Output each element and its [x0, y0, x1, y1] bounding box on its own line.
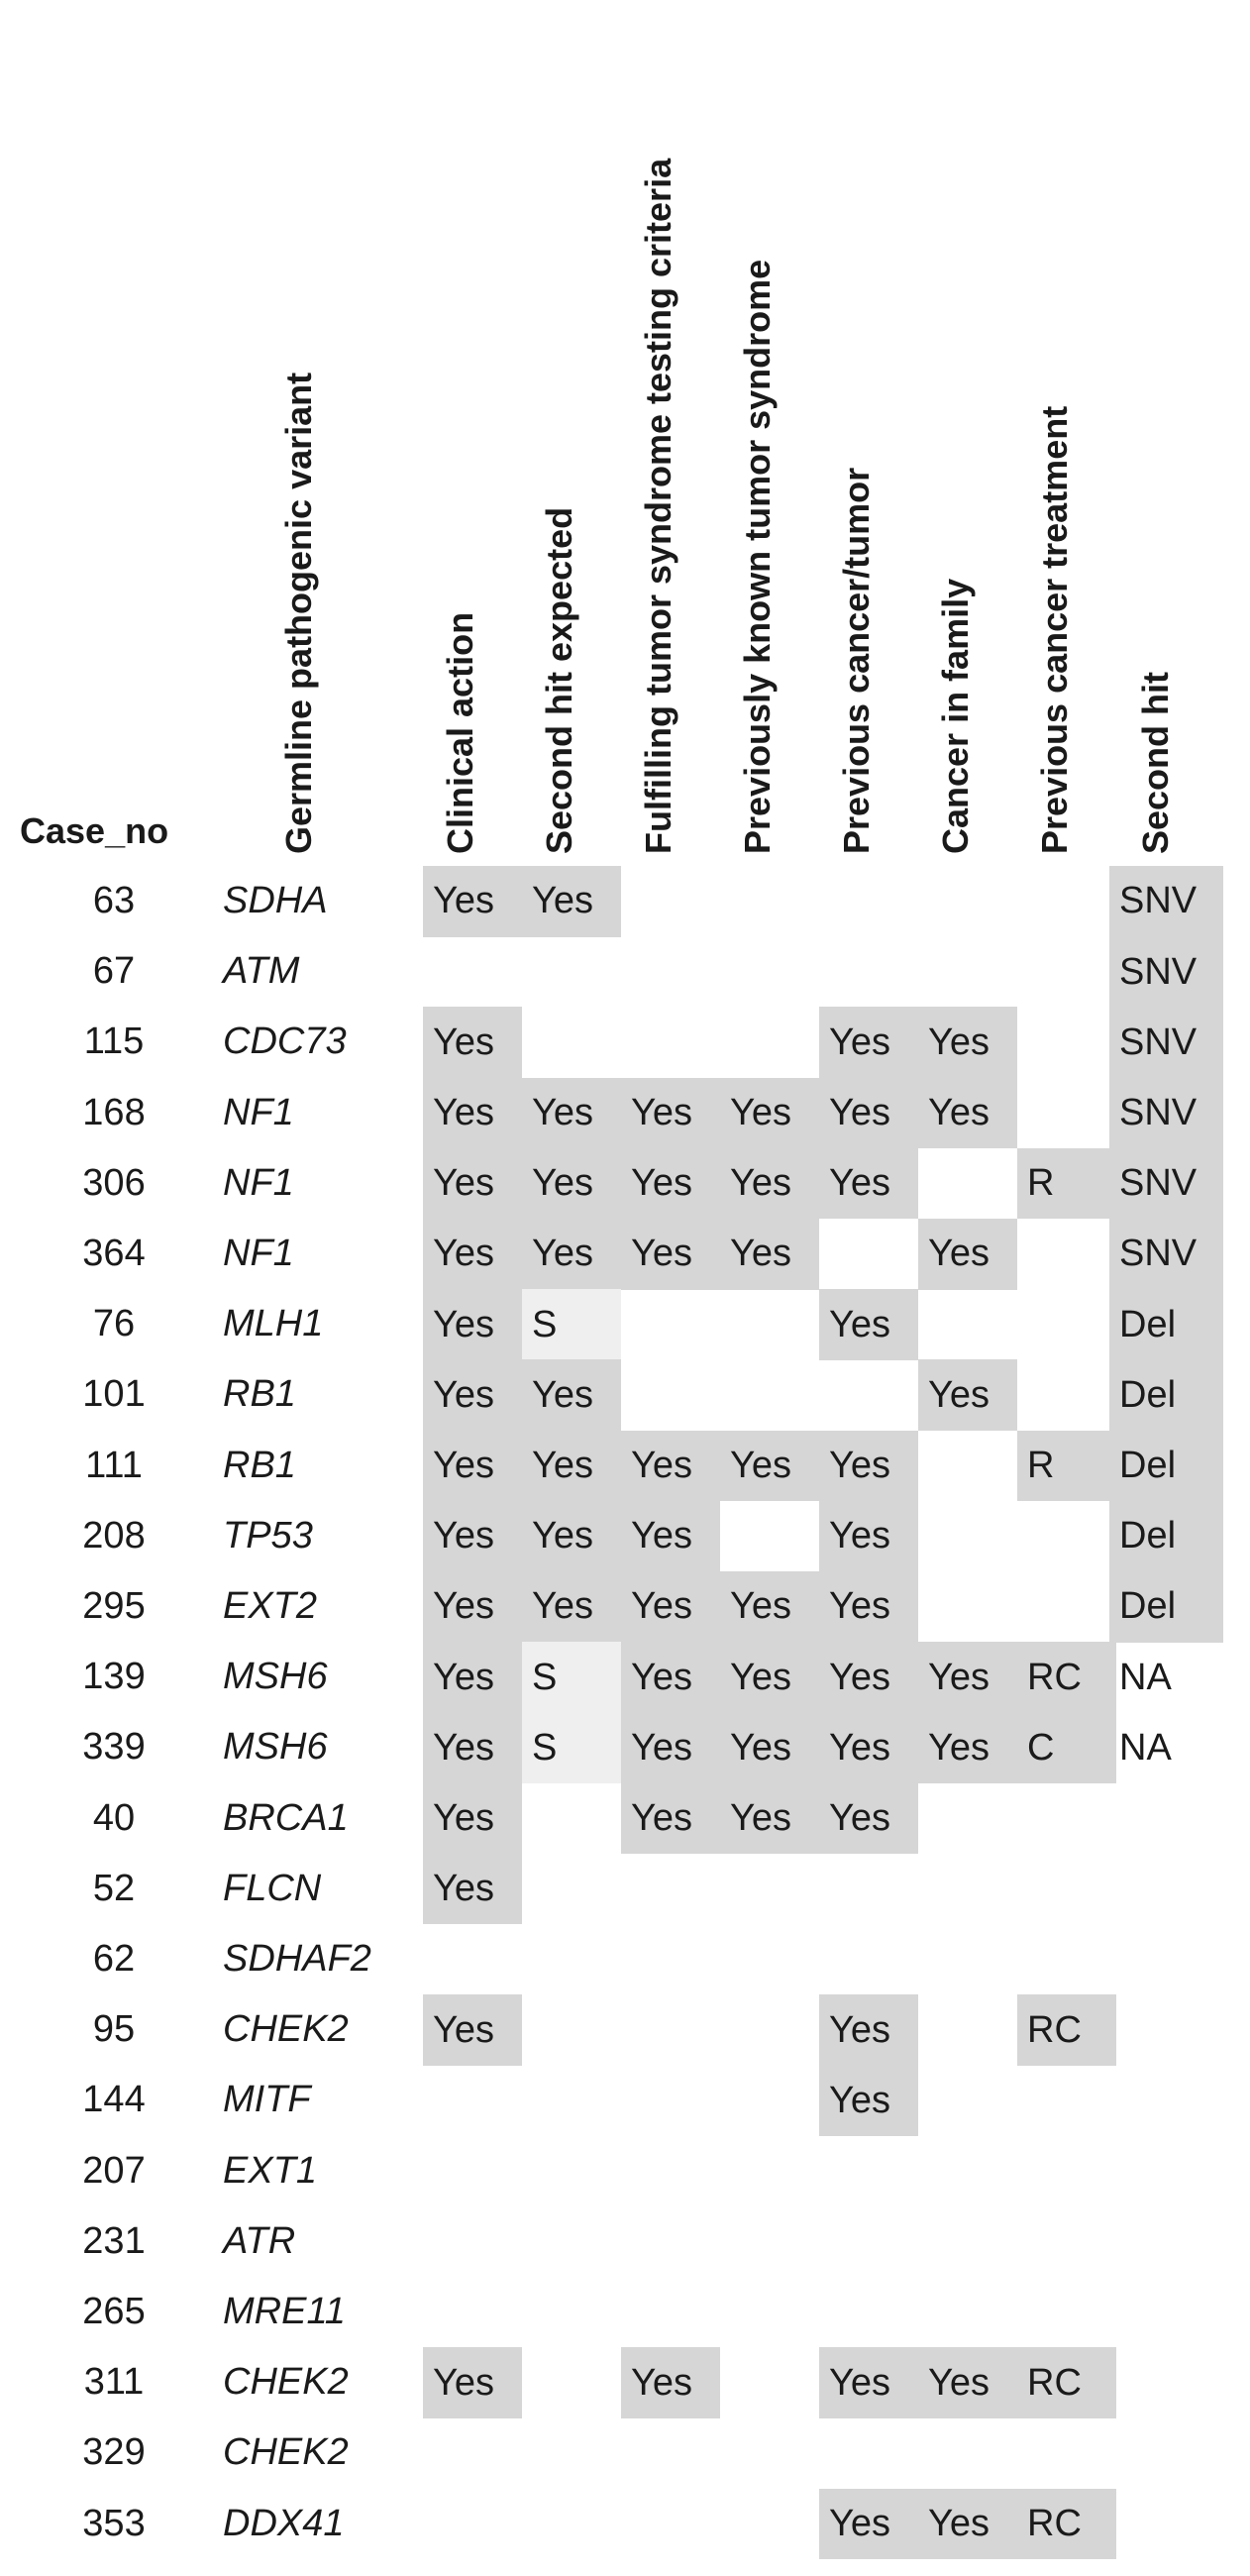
value-cell [819, 1854, 918, 1925]
value-cell [522, 2206, 621, 2278]
value-cell: Yes [819, 1642, 918, 1713]
value-cell [423, 2489, 522, 2560]
column-header: Previous cancer treatment [1034, 405, 1075, 854]
value-cell: SNV [1109, 866, 1223, 937]
case-number-cell: 329 [82, 2431, 146, 2474]
gene-cell: BRCA1 [223, 1796, 349, 1839]
value-cell: Yes [819, 1007, 918, 1078]
value-cell: Yes [918, 2489, 1017, 2560]
gene-cell: RB1 [223, 1444, 296, 1486]
case-number-cell: 111 [85, 1444, 143, 1486]
value-cell: Yes [918, 1642, 1017, 1713]
column-header: Fulfilling tumor syndrome testing criteria [638, 158, 678, 854]
value-cell: Yes [918, 1712, 1017, 1783]
value-cell [720, 2347, 819, 2418]
value-cell: S [522, 1642, 621, 1713]
value-cell [423, 2417, 522, 2489]
gene-cell: MSH6 [223, 1726, 328, 1769]
case-number-cell: 115 [83, 1020, 145, 1063]
gene-cell: CHEK2 [223, 2361, 349, 2404]
value-cell: Yes [621, 1431, 720, 1502]
value-cell: Yes [819, 1431, 918, 1502]
value-cell: Yes [720, 1148, 819, 1220]
value-cell: Yes [423, 1431, 522, 1502]
value-cell: Yes [522, 1571, 621, 1643]
column-header: Cancer in family [935, 578, 976, 854]
gene-cell: SDHAF2 [223, 1938, 371, 1981]
column-header: Clinical action [440, 611, 480, 854]
value-cell: Yes [621, 1712, 720, 1783]
column-header: Second hit expected [539, 506, 579, 854]
value-cell [1109, 2206, 1223, 2278]
value-cell [819, 2206, 918, 2278]
value-cell [1017, 936, 1116, 1008]
value-cell: Yes [621, 1783, 720, 1855]
gene-cell: ATM [223, 950, 300, 993]
value-cell [1017, 1783, 1116, 1855]
value-cell [522, 2417, 621, 2489]
value-cell [1017, 1359, 1116, 1431]
case-number-cell: 95 [92, 2008, 136, 2051]
value-cell: SNV [1109, 1007, 1223, 1078]
value-cell [621, 1007, 720, 1078]
value-cell: R [1017, 1148, 1116, 1220]
value-cell [1109, 2136, 1223, 2207]
gene-cell: CHEK2 [223, 2008, 349, 2051]
value-cell [720, 1289, 819, 1360]
value-cell [522, 2136, 621, 2207]
value-cell: Yes [423, 1712, 522, 1783]
value-cell: Yes [720, 1431, 819, 1502]
value-cell [1017, 1571, 1116, 1643]
value-cell: RC [1017, 2347, 1116, 2418]
value-cell: Yes [621, 1571, 720, 1643]
value-cell: Yes [720, 1783, 819, 1855]
case-number-cell: 231 [82, 2219, 146, 2262]
value-cell [918, 1924, 1017, 1995]
value-cell [621, 936, 720, 1008]
value-cell: Yes [423, 1501, 522, 1572]
value-cell [918, 1994, 1017, 2066]
value-cell: Yes [423, 1007, 522, 1078]
value-cell: Yes [720, 1078, 819, 1149]
value-cell: C [1017, 1712, 1116, 1783]
case-number-cell: 208 [82, 1514, 146, 1556]
value-cell [720, 1924, 819, 1995]
gene-cell: NF1 [223, 1091, 294, 1133]
gene-cell: EXT1 [223, 2149, 318, 2192]
gene-cell: CHEK2 [223, 2431, 349, 2474]
value-cell [1017, 1007, 1116, 1078]
value-cell: Yes [918, 1078, 1017, 1149]
value-cell [1109, 2489, 1223, 2560]
value-cell [1017, 1289, 1116, 1360]
case-number-cell: 265 [82, 2291, 146, 2333]
value-cell: Yes [819, 1571, 918, 1643]
value-cell [1017, 2136, 1116, 2207]
value-cell: Del [1109, 1289, 1223, 1360]
value-cell: Yes [819, 2065, 918, 2136]
value-cell [819, 866, 918, 937]
value-cell: Yes [819, 1783, 918, 1855]
value-cell: Yes [918, 1219, 1017, 1290]
case-number-cell: 168 [82, 1091, 146, 1133]
value-cell: Del [1109, 1359, 1223, 1431]
value-cell [1017, 1078, 1116, 1149]
value-cell [819, 1219, 918, 1290]
value-cell [1017, 2065, 1116, 2136]
value-cell [1109, 1783, 1223, 1855]
case-number-cell: 63 [92, 880, 136, 922]
value-cell: S [522, 1712, 621, 1783]
value-cell: Yes [621, 1078, 720, 1149]
value-cell: SNV [1109, 1148, 1223, 1220]
value-cell [621, 2206, 720, 2278]
gene-cell: MRE11 [223, 2291, 346, 2333]
value-cell [819, 2417, 918, 2489]
value-cell [621, 2489, 720, 2560]
value-cell [918, 866, 1017, 937]
case-number-cell: 295 [82, 1585, 146, 1628]
value-cell: RC [1017, 1642, 1116, 1713]
value-cell: Yes [423, 1571, 522, 1643]
value-cell [522, 936, 621, 1008]
value-cell [918, 1571, 1017, 1643]
column-header: Second hit [1135, 671, 1176, 854]
gene-cell: CDC73 [223, 1020, 347, 1063]
gene-cell: FLCN [223, 1867, 322, 1909]
value-cell [522, 1007, 621, 1078]
value-cell: SNV [1109, 1078, 1223, 1149]
value-cell: NA [1119, 1656, 1172, 1698]
value-cell [621, 1994, 720, 2066]
value-cell [621, 1854, 720, 1925]
value-cell: Yes [819, 1289, 918, 1360]
value-cell [423, 2065, 522, 2136]
value-cell [621, 2417, 720, 2489]
value-cell: R [1017, 1431, 1116, 1502]
value-cell [1109, 1924, 1223, 1995]
value-cell: Yes [423, 1148, 522, 1220]
header-case-no: Case_no [20, 810, 169, 851]
case-number-cell: 144 [82, 2079, 146, 2121]
case-number-cell: 364 [82, 1233, 146, 1275]
value-cell: NA [1119, 1726, 1172, 1769]
value-cell: Yes [720, 1642, 819, 1713]
value-cell [423, 1924, 522, 1995]
value-cell [918, 1431, 1017, 1502]
value-cell [819, 936, 918, 1008]
gene-cell: ATR [223, 2219, 296, 2262]
value-cell: Yes [423, 866, 522, 937]
value-cell: Yes [522, 1148, 621, 1220]
value-cell [423, 2136, 522, 2207]
value-cell: Yes [918, 1359, 1017, 1431]
value-cell: RC [1017, 2489, 1116, 2560]
value-cell [522, 2347, 621, 2418]
value-cell [918, 1501, 1017, 1572]
value-cell [1109, 2417, 1223, 2489]
value-cell: Yes [819, 2347, 918, 2418]
value-cell: Yes [522, 1359, 621, 1431]
value-cell [720, 866, 819, 937]
value-cell: Yes [918, 2347, 1017, 2418]
value-cell: Yes [819, 1148, 918, 1220]
value-cell [918, 2417, 1017, 2489]
case-number-cell: 52 [92, 1867, 136, 1909]
value-cell: Yes [423, 1642, 522, 1713]
value-cell: RC [1017, 1994, 1116, 2066]
value-cell [1109, 2347, 1223, 2418]
value-cell [1109, 2277, 1223, 2348]
column-header: Previously known tumor syndrome [737, 259, 778, 854]
column-header: Germline pathogenic variant [278, 372, 319, 854]
gene-cell: MITF [223, 2079, 311, 2121]
value-cell [621, 1924, 720, 1995]
value-cell [918, 2065, 1017, 2136]
value-cell: Yes [522, 866, 621, 937]
gene-cell: MSH6 [223, 1656, 328, 1698]
value-cell: Del [1109, 1431, 1223, 1502]
value-cell: Yes [621, 2347, 720, 2418]
gene-cell: DDX41 [223, 2502, 345, 2544]
value-cell [918, 2136, 1017, 2207]
value-cell: Yes [423, 1783, 522, 1855]
value-cell: Del [1109, 1501, 1223, 1572]
value-cell: Yes [423, 1994, 522, 2066]
value-cell [819, 2277, 918, 2348]
value-cell [918, 2206, 1017, 2278]
value-cell [522, 1854, 621, 1925]
value-cell [720, 1501, 819, 1572]
value-cell [1017, 2417, 1116, 2489]
value-cell: Del [1109, 1571, 1223, 1643]
value-cell: Yes [720, 1219, 819, 1290]
value-cell: Yes [819, 1078, 918, 1149]
value-cell [522, 2277, 621, 2348]
value-cell [522, 2489, 621, 2560]
value-cell: S [522, 1289, 621, 1360]
case-number-cell: 62 [92, 1938, 136, 1981]
value-cell [720, 1007, 819, 1078]
value-cell: SNV [1109, 1219, 1223, 1290]
value-cell [918, 1854, 1017, 1925]
case-number-cell: 207 [82, 2149, 146, 2192]
value-cell: Yes [522, 1078, 621, 1149]
value-cell [720, 2489, 819, 2560]
value-cell [720, 2065, 819, 2136]
value-cell [1017, 866, 1116, 937]
value-cell: Yes [720, 1571, 819, 1643]
value-cell [720, 2417, 819, 2489]
value-cell [720, 2277, 819, 2348]
value-cell [1109, 1994, 1223, 2066]
value-cell [1109, 1854, 1223, 1925]
value-cell: SNV [1109, 936, 1223, 1008]
case-number-cell: 76 [92, 1303, 136, 1345]
value-cell [819, 1359, 918, 1431]
value-cell [720, 1994, 819, 2066]
value-cell [1017, 1924, 1116, 1995]
value-cell: Yes [720, 1712, 819, 1783]
case-number-cell: 139 [82, 1656, 146, 1698]
value-cell [423, 936, 522, 1008]
value-cell [1017, 2206, 1116, 2278]
gene-cell: NF1 [223, 1233, 294, 1275]
case-number-cell: 101 [82, 1373, 146, 1416]
value-cell: Yes [522, 1501, 621, 1572]
value-cell: Yes [621, 1642, 720, 1713]
value-cell [720, 936, 819, 1008]
value-cell: Yes [423, 1359, 522, 1431]
value-cell [522, 1994, 621, 2066]
value-cell [621, 1359, 720, 1431]
value-cell [621, 866, 720, 937]
column-header: Previous cancer/tumor [836, 467, 877, 854]
gene-cell: SDHA [223, 880, 328, 922]
value-cell [720, 2206, 819, 2278]
gene-cell: EXT2 [223, 1585, 318, 1628]
value-cell [621, 2277, 720, 2348]
case-number-cell: 339 [82, 1726, 146, 1769]
value-cell [522, 1783, 621, 1855]
value-cell [1017, 1501, 1116, 1572]
value-cell: Yes [918, 1007, 1017, 1078]
case-number-cell: 353 [82, 2502, 146, 2544]
value-cell: Yes [423, 1289, 522, 1360]
gene-cell: NF1 [223, 1161, 294, 1204]
value-cell: Yes [423, 1854, 522, 1925]
value-cell [1017, 1219, 1116, 1290]
value-cell [918, 1289, 1017, 1360]
value-cell [918, 2277, 1017, 2348]
value-cell [522, 1924, 621, 1995]
value-cell [819, 2136, 918, 2207]
value-cell [819, 1924, 918, 1995]
value-cell [1109, 2065, 1223, 2136]
case-number-cell: 40 [92, 1796, 136, 1839]
gene-cell: MLH1 [223, 1303, 324, 1345]
value-cell [1017, 1854, 1116, 1925]
value-cell [918, 936, 1017, 1008]
value-cell [918, 1148, 1017, 1220]
gene-cell: RB1 [223, 1373, 296, 1416]
gene-cell: TP53 [223, 1514, 313, 1556]
value-cell [423, 2277, 522, 2348]
value-cell: Yes [819, 2489, 918, 2560]
value-cell [621, 2065, 720, 2136]
value-cell [918, 1783, 1017, 1855]
value-cell: Yes [819, 1712, 918, 1783]
value-cell [720, 1359, 819, 1431]
value-cell [1017, 2277, 1116, 2348]
case-number-cell: 67 [92, 950, 136, 993]
value-cell: Yes [621, 1219, 720, 1290]
value-cell: Yes [819, 1994, 918, 2066]
value-cell: Yes [819, 1501, 918, 1572]
value-cell: Yes [423, 2347, 522, 2418]
value-cell: Yes [423, 1219, 522, 1290]
case-number-cell: 306 [82, 1161, 146, 1204]
case-number-cell: 311 [83, 2361, 145, 2404]
value-cell [720, 1854, 819, 1925]
value-cell [423, 2206, 522, 2278]
value-cell: Yes [522, 1219, 621, 1290]
value-cell [621, 2136, 720, 2207]
value-cell [720, 2136, 819, 2207]
value-cell [522, 2065, 621, 2136]
value-cell [621, 1289, 720, 1360]
value-cell: Yes [621, 1148, 720, 1220]
value-cell: Yes [423, 1078, 522, 1149]
value-cell: Yes [522, 1431, 621, 1502]
value-cell: Yes [621, 1501, 720, 1572]
